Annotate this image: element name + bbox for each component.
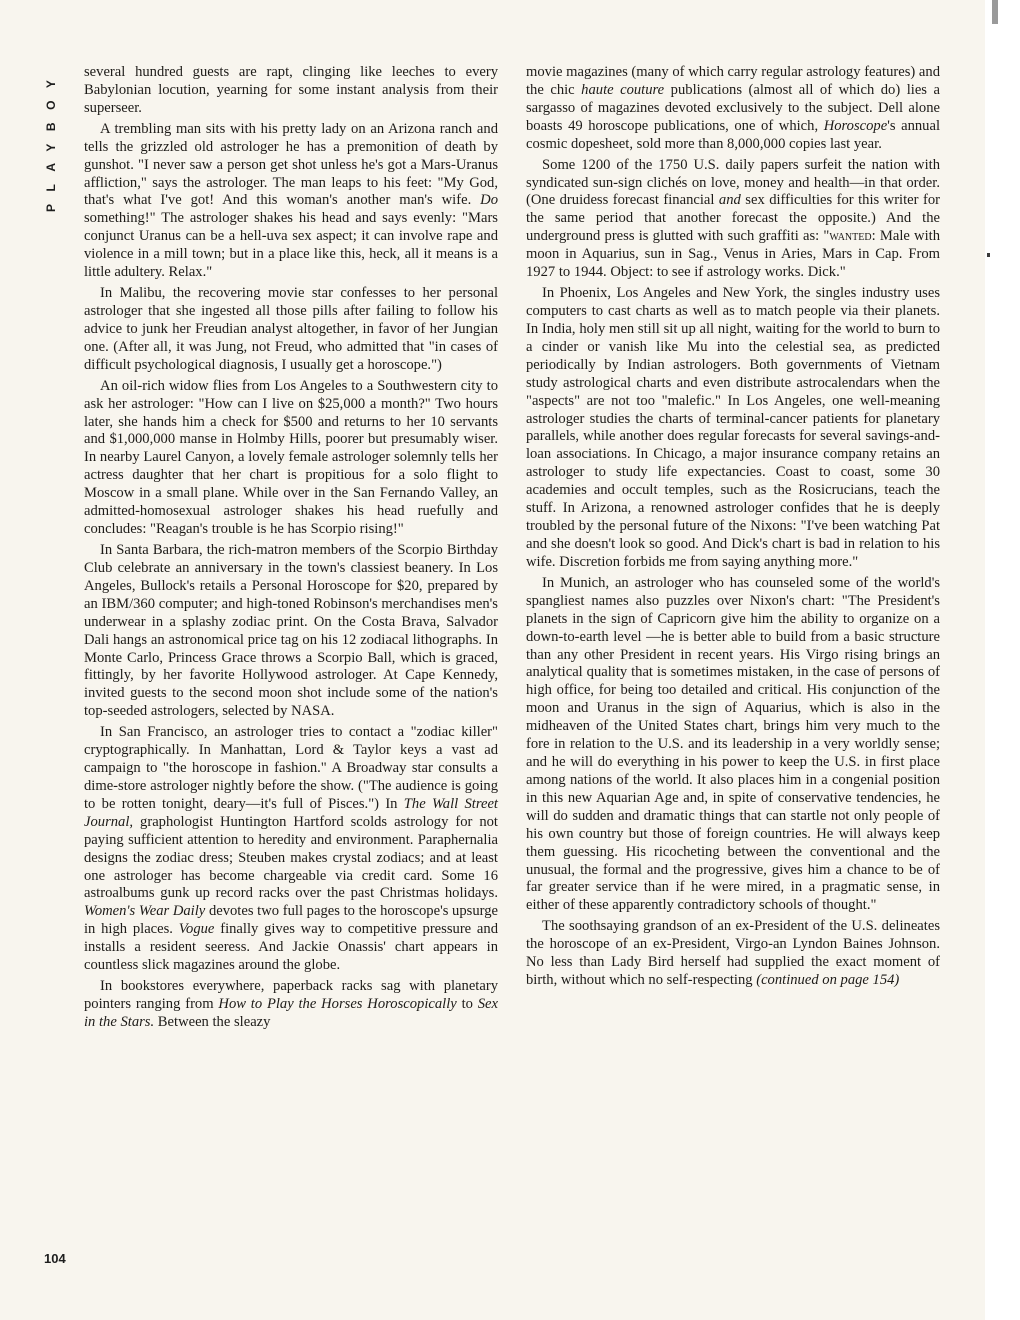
paragraph [84, 724, 498, 975]
publication-title: The Wall Street Journal, [84, 795, 498, 830]
book-title: Sex in the Stars. [84, 996, 498, 1030]
paragraph [526, 64, 940, 154]
paragraph-text: Male with moon in Aquarius, sun in Sag., Venus in Aries, Mars in Cap. From 1927 to 1944. Object: to see if astrology works. Dick." [526, 228, 940, 281]
publication-title: Vogue [178, 921, 215, 938]
left-column [84, 64, 498, 1032]
italic-text: and [718, 192, 741, 209]
scan-margin [985, 0, 1020, 1320]
paragraph [526, 575, 940, 916]
paragraph-text: The soothsaying grandson of an ex-President of the U.S. delineates the horoscope of an ex-President, Virgo-an Lyndon Baines Johnson. No less than Lady Bird herself had supplied the exact moment of birth, without which no self-respecting [526, 918, 940, 989]
paragraph [84, 285, 498, 375]
small-caps-text: wanted: [829, 228, 876, 245]
paragraph-text: An oil-rich widow flies from Los Angeles to a Southwestern city to ask her astrologer: "How can I live on $25,000 a month?" Two hours later, she hands him a check for $500 and returns to her 10 servants and $1,000,000 manse in Holmby Hills, poorer but presumably wiser. In nearby Laurel Canyon, a lovely female astrologer solemnly tells her actress daughter that her chart is propitious for a solo flight to Moscow in a small plane. While over in the San Fernando Valley, an admitted-homosexual astrologer shakes his head ruefully and concludes: "Reagan's trouble is he has Scorpio rising!" [84, 377, 498, 538]
continuation-note: (continued on page 154) [756, 972, 900, 989]
paragraph-text: devotes two full pages to the horoscope's upsurge in high places. [84, 903, 498, 938]
paragraph-text: Some 1200 of the 1750 U.S. daily papers surfeit the nation with syndicated sun-sign clichés on love, money and health—in that order. (One druidess forecast financial [526, 156, 940, 209]
paragraph-text: 's annual cosmic dopesheet, sold more than 8,000,000 copies last year. [526, 117, 940, 152]
paragraph-text: A trembling man sits with his pretty lady on an Arizona ranch and tells the grizzled old astrologer he has a premonition of death by gunshot. "I never saw a person get shot unless he's got a Mars-Uranus affliction," says the astrologer. The man leaps to his feet: "My God, that's what I've got! And this woman's another man's wife. [84, 120, 498, 209]
publication-title: Women's Wear Daily [84, 903, 206, 920]
page-number: 104 [44, 1251, 66, 1266]
paragraph-text: something!" The astrologer shakes his head and says evenly: "Mars conjunct Uranus can be a hell-uva sex aspect; it can involve rape and violence in a mill town; but in a place like this, heck, all it means is a little adultery. Relax." [84, 210, 498, 281]
scan-edge-dot [987, 253, 990, 257]
italic-text: haute couture [581, 81, 665, 98]
paragraph [526, 918, 940, 990]
right-column [526, 64, 940, 990]
paragraph-text: In Phoenix, Los Angeles and New York, the singles industry uses computers to cast charts as well as to match people via their planets. In India, holy men still sit up all night, waiting for the world to burn to a cinder or vanish like Mu into the celestial sea, as predicted periodically by Indian astrologers. Both governments of Vietnam study astrological charts and even distribute astrocalendars when the "aspects" are not too "malefic." In Los Angeles, one well-meaning astrologer studies the charts of terminal-cancer patients for planetary parallels, while another does regular forecasts for several savings-and-loan associations. In Chicago, a major insurance company retains an astrologer to study life expectancies. Coast to coast, some 30 academies and occult temples, such as the Rosicrucians, teach the stuff. In Arizona, a renowned astrologer confides that he is deeply troubled by the personal future of the Nixons: "I've been watching Pat and she doesn't look so good. And Dick's chart is bad in relation to his wife. Discretion forbids me from saying anything more." [526, 285, 940, 570]
book-title: How to Play the Horses Horoscopically [218, 996, 457, 1013]
scan-edge-mark [992, 0, 998, 24]
paragraph-text: In bookstores everywhere, paperback racks sag with planetary pointers ranging from [84, 978, 498, 1013]
paragraph-text: movie magazines (many of which carry regular astrology features) and the chic [526, 64, 940, 98]
paragraph [84, 378, 498, 539]
paragraph-text: Between the sleazy [157, 1013, 271, 1030]
paragraph-text: finally gives way to competitive pressure and installs a resident seeress. And Jackie Onassis' chart appears in countless slick magazines around the globe. [84, 921, 498, 974]
paragraph-text: In Munich, an astrologer who has counseled some of the world's spangliest names also puzzles over Nixon's chart: "The President's planets in the sign of Capricorn give him the ability to organize on a down-to-earth level —he is better able to build from a basic structure than any other President in recent years. His Virgo rising brings an analytical quality that is sometimes mistaken, in the case of persons of high office, for being too detailed and critical. His conjunction of the moon and Uranus in the sign of Aquarius, which is also in the midheaven of the United States chart, brings him very much to the fore in relation to the U.S. and its leadership in a very worldly sense; and he will do everything in his power to keep the U.S. in first place among nations of the world. It also places him in a congenial position in this new Aquarian Age and, in spite of conservative tendencies, he will do sudden and dramatic things that can startle not only people of his own country but those of foreign countries. He will always keep them guessing. His ricocheting between the conventional and the unusual, the formal and the progressive, gives him a chance to be of far greater service than if he were mired, in a pragmatic sense, in either of these apparently contradictory schools of thought." [526, 574, 940, 914]
paragraph-text: sex difficulties for this writer for the same period that another forecast the opposite.) And the underground press is glutted with such graffiti as: " [526, 192, 940, 245]
paragraph-text: to [461, 996, 473, 1013]
paragraph [84, 121, 498, 282]
paragraph-text: In Malibu, the recovering movie star confesses to her personal astrologer that she ingested all those pills after failing to follow his advice to junk her Freudian analyst altogether, in favor of her Jungian one. (After all, it was Jung, not Freud, who admitted that "in cases of difficult psychological diagnosis, I usually get a horoscope.") [84, 285, 498, 373]
paragraph-text: graphologist Huntington Hartford scolds astrology for not paying sufficient attention to heredity and environment. Paraphernalia designs the zodiac dress; Steuben makes crystal zodiacs; and at least one astrologer has become chargeable via credit card. Some 16 astroalbums gunk up record racks over the past Christmas holidays. [84, 813, 498, 902]
paragraph-text: In Santa Barbara, the rich-matron members of the Scorpio Birthday Club celebrate an anniversary in the town's classiest beanery. In Los Angeles, Bullock's retails a Personal Horoscope for $20, prepared by an IBM/360 computer; and high-toned Robinson's merchandises men's underwear in a splashy zodiac print. On the Costa Brava, Salvador Dali hangs an astronomical price tag on his 12 zodiacal lithographs. In Monte Carlo, Princess Grace throws a Scorpio Ball, which is graced, fittingly, by her favorite Hollywood astrologer. At Cape Kennedy, invited guests to the second moon shot include some of the nation's top-seeded astrologers, selected by NASA. [84, 541, 498, 720]
paragraph-text: publications (almost all of which do) lies a sargasso of magazines devoted exclusively to the subject. Dell alone boasts 49 horoscope publications, one of which, [526, 81, 940, 134]
running-head-text: PLAYBOY [44, 67, 58, 212]
paragraph-text: several hundred guests are rapt, clinging like leeches to every Babylonian locution, yearning for some instant analysis from their superseer. [84, 64, 498, 116]
publication-title: Horoscope [823, 117, 888, 134]
paragraph [84, 64, 498, 118]
paragraph [84, 978, 498, 1032]
paragraph [526, 285, 940, 572]
italic-text: Do [480, 192, 498, 209]
paragraph [84, 542, 498, 721]
paragraph [526, 157, 940, 282]
paragraph-text: In San Francisco, an astrologer tries to contact a "zodiac killer" cryptographically. In Manhattan, Lord & Taylor keys a vast ad campaign to "the horoscope in fashion." A Broadway star consults a dime-store astrologer nightly before the show. ("The audience is going to be rotten tonight, deary—it's full of Pisces.") In [84, 724, 498, 812]
